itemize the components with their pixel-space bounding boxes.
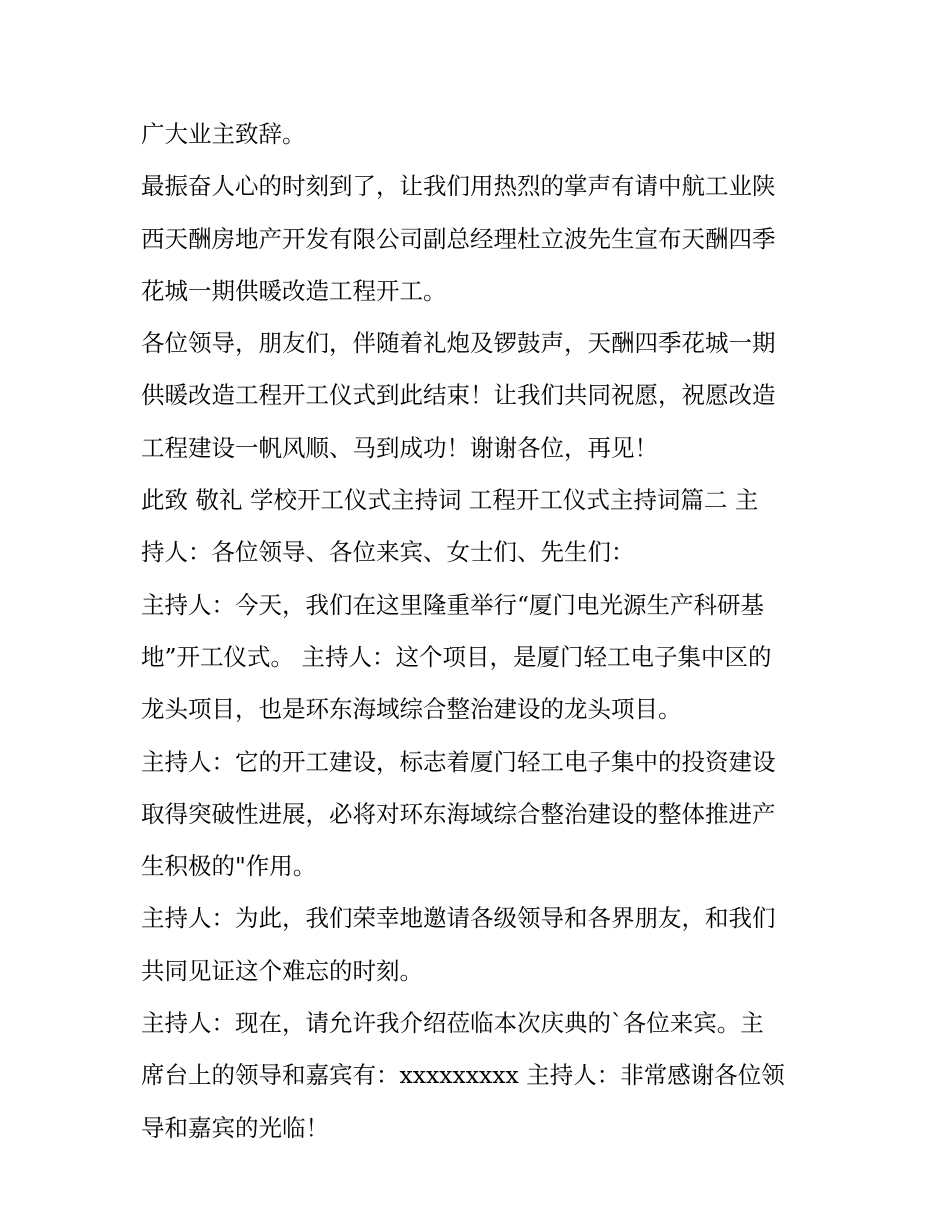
text-line: 供暖改造工程开工仪式到此结束！让我们共同祝愿，祝愿改造 [141, 381, 776, 410]
text-line: 龙头项目，也是环东海域综合整治建设的龙头项目。 [141, 695, 682, 724]
text-line: 主持人：现在，请允许我介绍莅临本次庆典的`各位来宾。主 [141, 1009, 764, 1038]
text-line: 最振奋人心的时刻到了，让我们用热烈的掌声有请中航工业陕 [141, 172, 776, 201]
document-body [141, 108, 821, 1154]
text-line: 花城一期供暖改造工程开工。 [141, 276, 447, 305]
text-line: 各位领导，朋友们，伴随着礼炮及锣鼓声，天酬四季花城一期 [141, 329, 776, 358]
text-line: 地”开工仪式。 主持人：这个项目，是厦门轻工电子集中区的 [141, 642, 772, 671]
text-line: 工程建设一帆风顺、马到成功！谢谢各位，再见！ [141, 433, 658, 462]
text-line: 此致 敬礼 学校开工仪式主持词 工程开工仪式主持词篇二 主 [141, 486, 759, 515]
text-line: 主持人：它的开工建设，标志着厦门轻工电子集中的投资建设 [141, 747, 776, 776]
text-line: 主持人：今天，我们在这里隆重举行“厦门电光源生产科研基 [141, 590, 765, 619]
text-line: 生积极的"作用。 [141, 852, 317, 881]
text-line: 导和嘉宾的光临！ [141, 1113, 329, 1142]
text-line: 取得突破性进展，必将对环东海域综合整治建设的整体推进产 [141, 799, 776, 828]
text-line: 西天酬房地产开发有限公司副总经理杜立波先生宣布天酬四季 [141, 224, 776, 253]
text-line: 共同见证这个难忘的时刻。 [141, 956, 423, 985]
text-line: 广大业主致辞。 [141, 120, 306, 148]
text-line: 席台上的领导和嘉宾有：xxxxxxxxx 主持人：非常感谢各位领 [141, 1061, 785, 1090]
text-line: 持人：各位领导、各位来宾、女士们、先生们： [141, 538, 635, 567]
text-line: 主持人：为此，我们荣幸地邀请各级领导和各界朋友，和我们 [141, 904, 776, 933]
